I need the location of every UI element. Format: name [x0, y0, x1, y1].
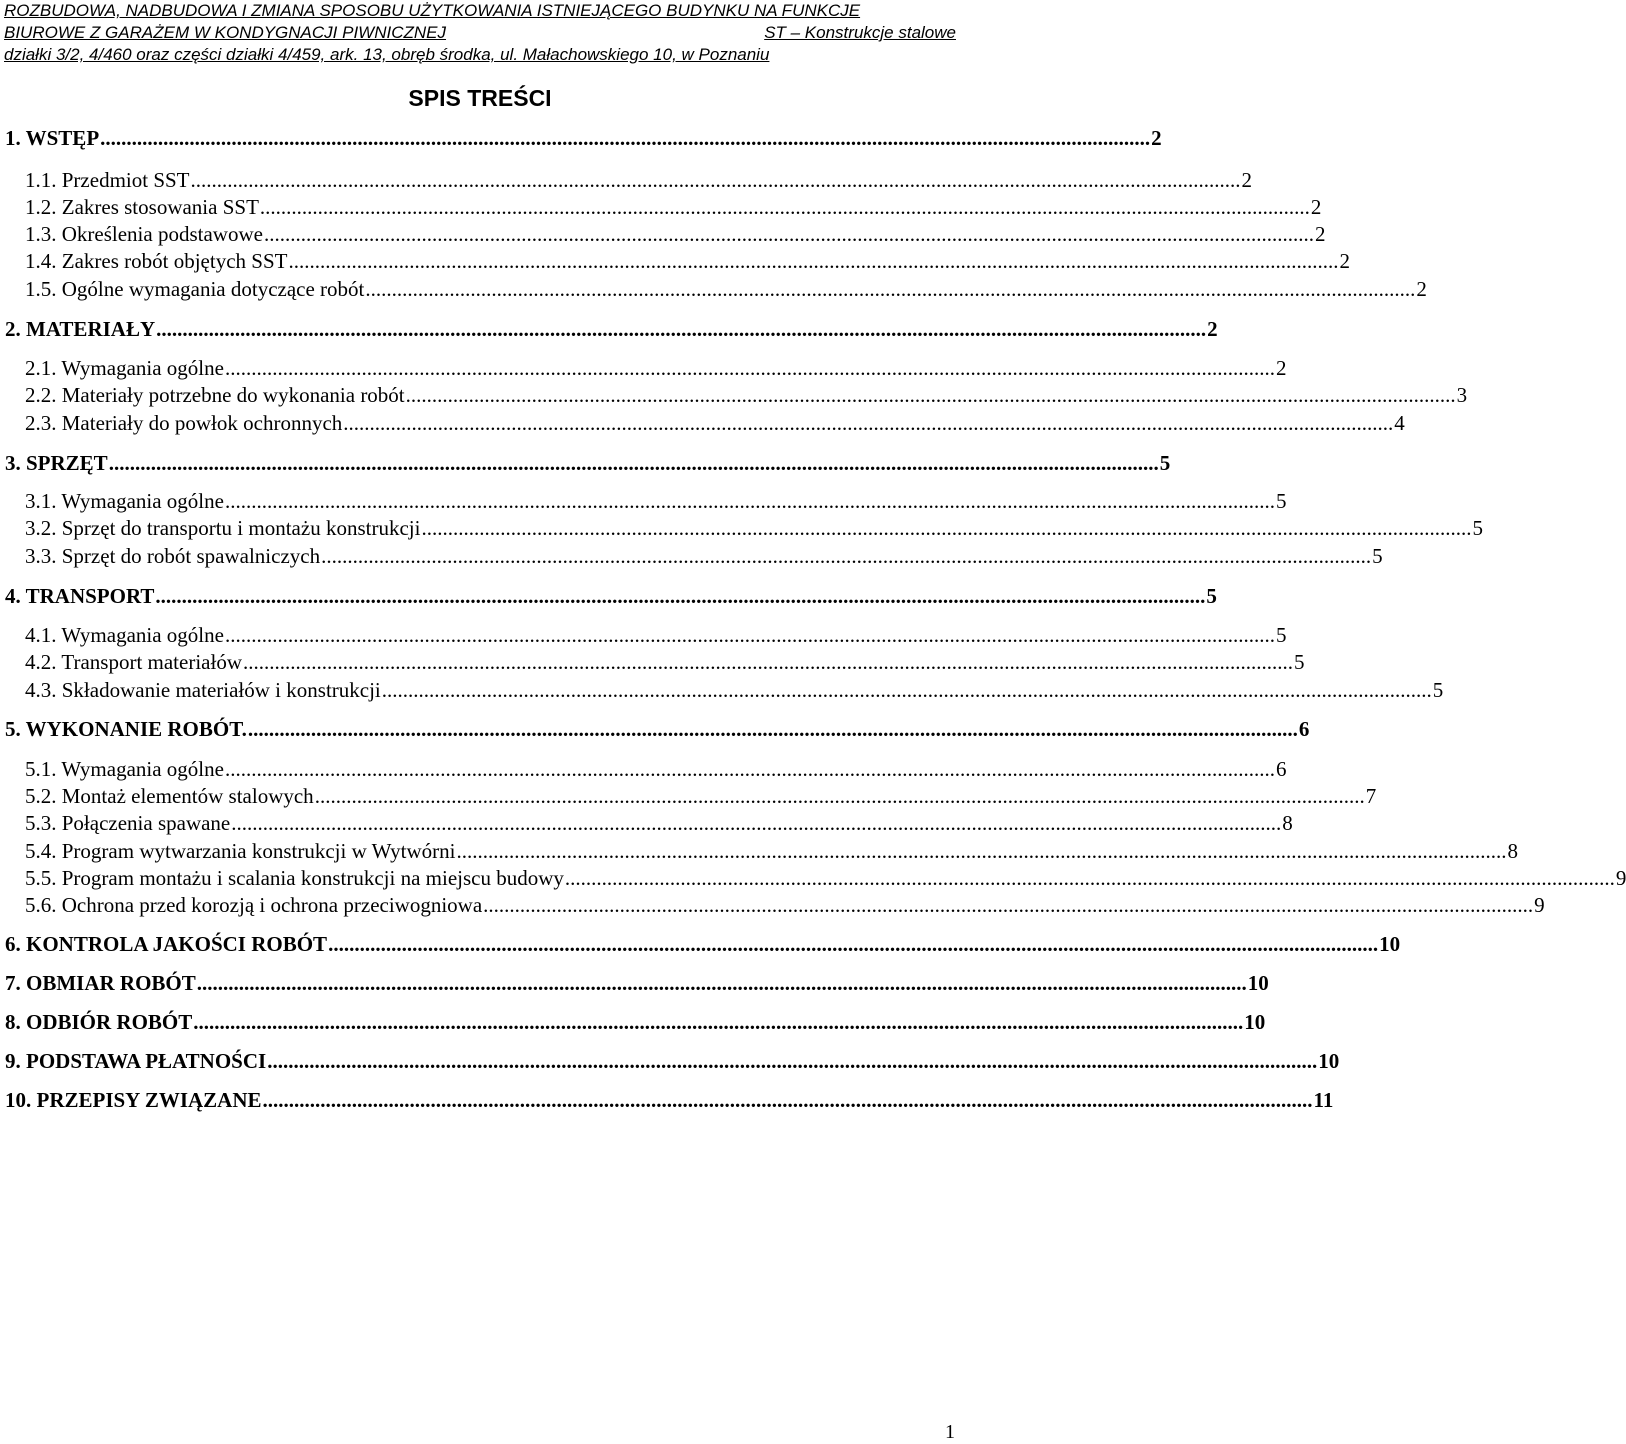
toc-leader: ........................................................................................................................................................................................................	[100, 126, 1151, 150]
toc-entry-label: 4.3. Składowanie materiałów i konstrukcji	[25, 678, 381, 702]
toc-entry-label: 3.3. Sprzęt do robót spawalniczych	[25, 544, 321, 568]
toc-entry-page: 2	[1241, 168, 1253, 192]
toc-entry-label: 4. TRANSPORT	[5, 584, 155, 608]
toc-leader: ........................................................................................................................................................................................................	[259, 195, 1310, 219]
toc-entry-page: 3	[1456, 383, 1468, 407]
toc-leader: ........................................................................................................................................................................................................	[365, 277, 1416, 301]
toc-leader: ........................................................................................................................................................................................................	[405, 383, 1456, 407]
toc-entry-label: 2.1. Wymagania ogólne	[25, 356, 224, 380]
toc-entry-page: 5	[1432, 678, 1444, 702]
toc-entry-page: 8	[1507, 839, 1519, 863]
toc-leader: ........................................................................................................................................................................................................	[196, 971, 1247, 995]
toc-entry-label: 2. MATERIAŁY	[5, 317, 156, 341]
toc-entry-page: 10	[1379, 932, 1401, 956]
toc-entry-label: 1.5. Ogólne wymagania dotyczące robót	[25, 277, 365, 301]
toc-entry[interactable]	[25, 276, 1427, 302]
toc-entry-page: 5	[1159, 451, 1171, 475]
toc-leader: ........................................................................................................................................................................................................	[108, 451, 1159, 475]
toc-entry[interactable]	[25, 622, 1287, 648]
toc-entry[interactable]	[5, 316, 1218, 342]
toc-entry-page: 10	[1318, 1049, 1340, 1073]
toc-entry-label: 5. WYKONANIE ROBÓT.	[5, 717, 247, 741]
toc-leader: ........................................................................................................................................................................................................	[224, 757, 1275, 781]
toc-leader: ........................................................................................................................................................................................................	[328, 932, 1379, 956]
toc-entry-page: 4	[1394, 411, 1405, 435]
toc-entry[interactable]	[25, 355, 1287, 381]
toc-entry[interactable]	[5, 1087, 1334, 1113]
toc-entry-label: 1.3. Określenia podstawowe	[25, 222, 263, 246]
toc-entry-label: 5.1. Wymagania ogólne	[25, 757, 224, 781]
header-project-subtitle: BIUROWE Z GARAŻEM W KONDYGNACJI PIWNICZNEJ	[4, 23, 447, 42]
toc-entry-label: 2.2. Materiały potrzebne do wykonania robót	[25, 383, 405, 407]
toc-entry-label: 3. SPRZĘT	[5, 451, 108, 475]
toc-entry-label: 5.3. Połączenia spawane	[25, 811, 231, 835]
toc-entry-label: 3.1. Wymagania ogólne	[25, 489, 224, 513]
header-spec-name: ST – Konstrukcje stalowe	[764, 23, 956, 42]
toc-entry-page: 5	[1275, 623, 1287, 647]
toc-entry-page: 6	[1298, 717, 1310, 741]
toc-entry[interactable]	[5, 450, 1171, 476]
toc-entry-label: 7. OBMIAR ROBÓT	[5, 971, 196, 995]
toc-entry-page: 2	[1151, 126, 1162, 150]
toc-entry-label: 10. PRZEPISY ZWIĄZANE	[5, 1088, 262, 1112]
toc-entry-page: 2	[1310, 195, 1322, 219]
toc-entry-page: 11	[1313, 1088, 1334, 1112]
document-header	[4, 0, 956, 66]
toc-entry[interactable]	[25, 783, 1377, 809]
header-line-2	[4, 22, 956, 44]
toc-entry-page: 8	[1282, 811, 1293, 835]
toc-entry-label: 9. PODSTAWA PŁATNOŚCI	[5, 1049, 267, 1073]
toc-entry-page: 2	[1339, 249, 1350, 273]
toc-leader: ........................................................................................................................................................................................................	[262, 1088, 1313, 1112]
toc-leader: ........................................................................................................................................................................................................	[483, 893, 1534, 917]
toc-entry[interactable]	[25, 194, 1322, 220]
toc-leader: ........................................................................................................................................................................................................	[343, 411, 1394, 435]
toc-entry-page: 5	[1293, 650, 1305, 674]
toc-entry[interactable]	[25, 488, 1287, 514]
header-line-1	[4, 0, 956, 22]
toc-entry-label: 5.4. Program wytwarzania konstrukcji w Wytwórni	[25, 839, 456, 863]
toc-entry[interactable]	[25, 543, 1383, 569]
toc-entry-page: 2	[1416, 277, 1427, 301]
toc-leader: ........................................................................................................................................................................................................	[155, 584, 1206, 608]
toc-entry[interactable]	[5, 583, 1217, 609]
toc-entry-label: 3.2. Sprzęt do transportu i montażu konstrukcji	[25, 516, 421, 540]
toc-entry-page: 5	[1472, 516, 1483, 540]
toc-entry-label: 1.4. Zakres robót objętych SST	[25, 249, 288, 273]
toc-leader: ........................................................................................................................................................................................................	[267, 1049, 1318, 1073]
toc-entry-page: 7	[1365, 784, 1377, 808]
toc-entry[interactable]	[25, 838, 1519, 864]
toc-leader: ........................................................................................................................................................................................................	[231, 811, 1282, 835]
toc-entry-label: 4.2. Transport materiałów	[25, 650, 242, 674]
toc-entry-label: 6. KONTROLA JAKOŚCI ROBÓT	[5, 932, 328, 956]
toc-leader: ........................................................................................................................................................................................................	[156, 317, 1207, 341]
toc-leader: ........................................................................................................................................................................................................	[314, 784, 1365, 808]
toc-entry[interactable]	[25, 649, 1305, 675]
toc-entry-page: 2	[1207, 317, 1218, 341]
toc-entry-page: 9	[1534, 893, 1545, 917]
toc-entry-label: 1.2. Zakres stosowania SST	[25, 195, 259, 219]
toc-entry[interactable]	[5, 1048, 1340, 1074]
toc-entry[interactable]	[5, 1009, 1266, 1035]
toc-entry-page: 2	[1314, 222, 1326, 246]
toc-leader: ........................................................................................................................................................................................................	[263, 222, 1314, 246]
toc-leader: ........................................................................................................................................................................................................	[242, 650, 1293, 674]
toc-entry-label: 4.1. Wymagania ogólne	[25, 623, 224, 647]
toc-entry[interactable]	[25, 382, 1468, 408]
toc-entry[interactable]	[25, 248, 1350, 274]
toc-leader: ........................................................................................................................................................................................................	[224, 356, 1275, 380]
toc-entry-label: 1. WSTĘP	[5, 126, 100, 150]
toc-leader: ........................................................................................................................................................................................................	[193, 1010, 1244, 1034]
toc-entry-page: 6	[1275, 757, 1287, 781]
toc-entry-page: 10	[1244, 1010, 1266, 1034]
toc-leader: ........................................................................................................................................................................................................	[190, 168, 1241, 192]
toc-entry-label: 5.6. Ochrona przed korozją i ochrona przeciwogniowa	[25, 893, 483, 917]
toc-entry-label: 5.2. Montaż elementów stalowych	[25, 784, 314, 808]
toc-leader: ........................................................................................................................................................................................................	[288, 249, 1339, 273]
toc-entry-page: 2	[1275, 356, 1287, 380]
toc-entry[interactable]	[25, 410, 1405, 436]
toc-entry-label: 1.1. Przedmiot SST	[25, 168, 190, 192]
toc-entry[interactable]	[25, 167, 1253, 193]
header-project-title: ROZBUDOWA, NADBUDOWA I ZMIANA SPOSOBU UŻYTKOWANIA ISTNIEJĄCEGO BUDYNKU NA FUNKCJE	[4, 1, 861, 20]
toc-entry[interactable]	[5, 716, 1310, 742]
toc-entry[interactable]	[25, 515, 1483, 541]
toc-leader: ........................................................................................................................................................................................................	[381, 678, 1432, 702]
toc-leader: ........................................................................................................................................................................................................	[421, 516, 1472, 540]
toc-entry[interactable]	[25, 865, 1626, 891]
toc-entry-page: 5	[1206, 584, 1217, 608]
toc-entry-page: 5	[1372, 544, 1383, 568]
toc-entry[interactable]	[25, 677, 1444, 703]
toc-entry-page: 10	[1247, 971, 1269, 995]
toc-entry-label: 8. ODBIÓR ROBÓT	[5, 1010, 193, 1034]
toc-entry-page: 5	[1275, 489, 1287, 513]
toc-leader: ........................................................................................................................................................................................................	[224, 489, 1275, 513]
toc-entry[interactable]	[25, 892, 1545, 918]
header-line-3	[4, 44, 956, 66]
toc-entry[interactable]	[25, 221, 1326, 247]
toc-leader: ........................................................................................................................................................................................................	[564, 866, 1615, 890]
toc-entry[interactable]	[5, 970, 1269, 996]
header-location: działki 3/2, 4/460 oraz części działki 4/459, ark. 13, obręb środka, ul. Małachowskiego 10, w Poznaniu	[4, 45, 770, 64]
page-number: 1	[945, 1421, 955, 1443]
toc-leader: ........................................................................................................................................................................................................	[321, 544, 1372, 568]
toc-entry-label: 5.5. Program montażu i scalania konstrukcji na miejscu budowy	[25, 866, 564, 890]
toc-entry[interactable]	[5, 931, 1401, 957]
toc-entry-label: 2.3. Materiały do powłok ochronnych	[25, 411, 343, 435]
toc-entry[interactable]	[25, 756, 1287, 782]
toc-title: SPIS TREŚCI	[408, 85, 552, 111]
toc-leader: ........................................................................................................................................................................................................	[247, 717, 1298, 741]
toc-entry[interactable]	[25, 810, 1293, 836]
toc-entry-page: 9	[1615, 866, 1626, 890]
toc-entry[interactable]	[5, 125, 1162, 151]
toc-leader: ........................................................................................................................................................................................................	[456, 839, 1507, 863]
toc-leader: ........................................................................................................................................................................................................	[224, 623, 1275, 647]
